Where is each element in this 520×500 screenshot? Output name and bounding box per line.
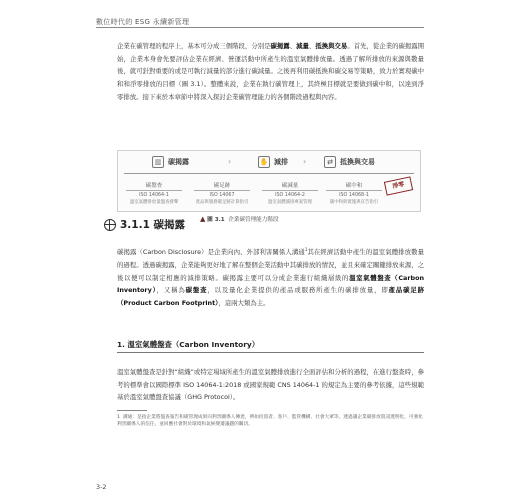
arrow-icon: › xyxy=(303,157,307,166)
box-reduction: 碳減量 ISO 14064-2 溫室氣體減排專案管理 xyxy=(262,181,318,206)
inventory-paragraph: 溫室氣體盤查是針對“組織”或特定場域所產生的溫室氣體排放進行全面評估和分析的過程，在進行盤查時，參考的標準會以國際標準 ISO 14064-1:2018 或國家規範 CNS 14064-1 的規定為主要的參考依據，這些規範基於溫室氣體盤查協議（GHG Protocol）。 xyxy=(117,368,424,402)
footnote-ref: 1 xyxy=(304,247,308,252)
box-footprint: 碳足跡 ISO 14067 產品與服務碳足跡計算指引 xyxy=(195,183,249,205)
page-number: 3-2 xyxy=(96,483,107,491)
term-offset-trading: 抵換與交易 xyxy=(315,42,348,50)
exchange-icon: ⇄ xyxy=(324,156,336,168)
timeline-line xyxy=(124,173,414,174)
globe-icon xyxy=(104,219,116,231)
intro-paragraph: 企業在碳管理的程序上，基本可分成三個階段，分別是碳揭露、減量、抵換與交易。首先，從企業的碳揭露開始，企業本身會先要評估企業在經濟、營運活動中所產生的溫室氣體排放量。透過了解所排放的來源與數量後，就可針對重要的或是可執行減量的部分進行碳減量。之後再利用碳抵換和碳交易等策略，致力於實現碳中和和淨零排放的目標（圖 3.1）。整體來說，企業在執行碳管理上，其終極目標就是要做到碳中和，以達到淨零排放。接下來於本章節中將深入探討企業碳管理能力的各個階段過程與內容。 xyxy=(117,42,425,101)
triangle-icon: ▲ xyxy=(200,215,206,223)
subsection-title: 1. 溫室氣體盤查（Carbon Inventory） xyxy=(117,340,260,349)
term-disclosure: 碳揭露 xyxy=(270,42,290,50)
hand-icon: ✋ xyxy=(259,158,269,166)
section-title: 3.1.1 碳揭露 xyxy=(104,217,185,232)
arrow-icon: › xyxy=(228,157,232,166)
term-reduction: 減量 xyxy=(296,42,309,50)
carbon-management-diagram xyxy=(117,150,421,212)
stage-offset-trading: ⇄ 抵換與交易 xyxy=(324,156,375,168)
net-zero-stamp: 淨零 xyxy=(384,176,413,195)
term-carbon-inventory: 溫室氣體盤查（Carbon Inventory） xyxy=(117,273,425,295)
header-title: 數位時代的 ESG 永續新管理 xyxy=(96,18,190,26)
disclosure-paragraph: 碳揭露（Carbon Disclosure）是企業向內、外部利害關係人溝通$^1$其在經濟活動中產生的溫室氣體排放數量的過程。透過碳揭露，企業能夠更好地了解在整個企業活動中其碳排放的情況，並且來確定關鍵排放來源，之後以便可以制定相應的減排策略。碳揭露主要可以分成企業進行組織層級的溫室氣體盤查（Carbon Inventory），又稱為碳盤查，以及量化企業提供的產品或服務所產生的碳排放量，即產品碳足跡（Product Carbon Footprint），這兩大類為主。 xyxy=(117,247,425,307)
stage-reduction: ✋ 減排 xyxy=(259,158,288,166)
box-inventory: 碳盤查 ISO 14064-1 溫室氣體排放量盤查發聲 xyxy=(126,181,182,206)
term-carbon-audit: 碳盤查 xyxy=(185,286,208,295)
footnote-rule xyxy=(117,410,147,411)
subsection-rule xyxy=(117,352,424,353)
box-neutrality: 碳中和 ISO 14068-1 碳中和與實施與宣告指引 xyxy=(326,181,382,206)
bar-chart-icon: ▥ xyxy=(152,156,164,168)
stage-disclosure: ▥ 碳揭露 xyxy=(152,156,189,168)
figure-caption: ▲ 圖 3.1 企業碳管理能力階段 xyxy=(200,215,279,223)
term-product-footprint: 產品碳足跡（Product Carbon Footprint） xyxy=(117,286,425,307)
footnote: 1 溝通：是指企業將盤查報告和碳管理成果向利害關係人傳達，例如投資者、客戶、監管機構、社會大眾等。透過讓企業碳排放資訊透明化，可強化利害關係人的信任，並回應社會對於環境和氣候變遷議題的關切。 xyxy=(117,415,423,427)
header-rule xyxy=(96,27,424,28)
